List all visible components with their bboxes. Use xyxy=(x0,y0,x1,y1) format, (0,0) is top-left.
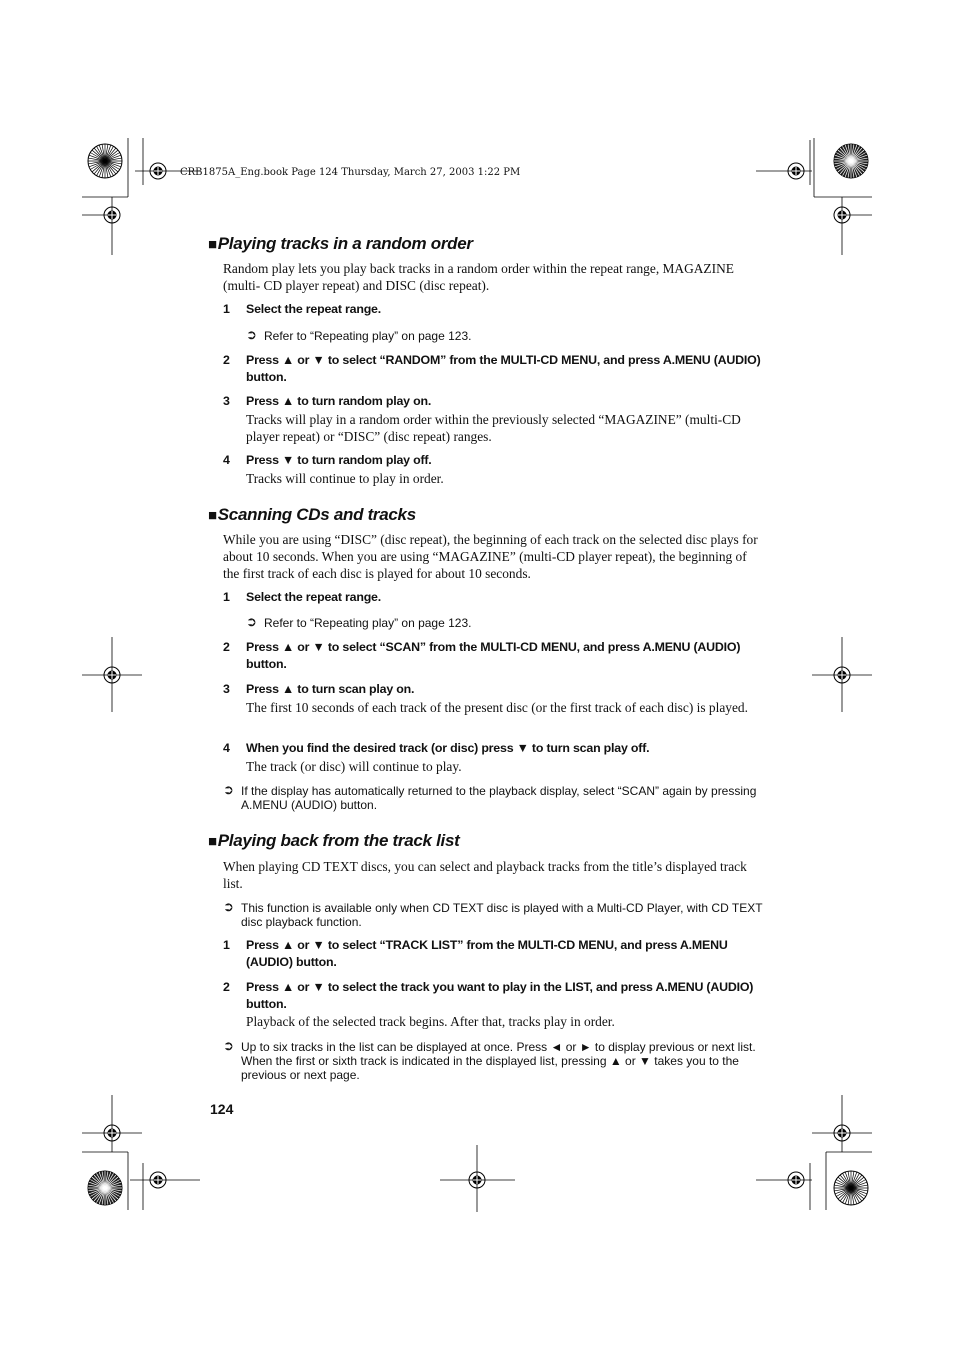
step-number: 1 xyxy=(223,590,230,604)
step-text: Press ▲ or ▼ to select “SCAN” from the MULTI-CD MENU, and press A.MENU (AUDIO) button. xyxy=(246,640,741,671)
note-text: Up to six tracks in the list can be displayed at once. Press ◄ or ► to display previous or next list. When the first or sixth track is indicated in the displayed list, pressing ▲ or ▼ takes you to the previous or next page. xyxy=(241,1040,756,1082)
random-intro: Random play lets you play back tracks in a random order within the repeat range, MAGAZINE (multi- CD player repeat) and DISC (disc repeat). xyxy=(223,261,734,293)
note-arrow-icon: ➲ xyxy=(223,899,234,914)
scan-step-3 xyxy=(223,681,763,698)
step-number: 2 xyxy=(223,980,230,994)
black-square-icon: ■ xyxy=(208,236,217,253)
step-number: 1 xyxy=(223,938,230,952)
file-info-header: CRB1875A_Eng.book Page 124 Thursday, March 27, 2003 1:22 PM xyxy=(180,167,521,178)
ref-text: Refer to “Repeating play” on page 123. xyxy=(264,329,472,343)
tracklist-step-2-body: Playback of the selected track begins. After that, tracks play in order. xyxy=(246,1014,615,1029)
random-ref-1 xyxy=(246,329,471,343)
note-arrow-icon: ➲ xyxy=(246,614,257,629)
scan-ref-1 xyxy=(246,616,471,630)
ref-text: Refer to “Repeating play” on page 123. xyxy=(264,616,472,630)
note-text: If the display has automatically returned to the playback display, select “SCAN” again by pressing A.MENU (AUDIO) button. xyxy=(241,784,757,812)
tracklist-intro: When playing CD TEXT discs, you can select and playback tracks from the title’s displayed track list. xyxy=(223,859,747,891)
step-number: 3 xyxy=(223,682,230,696)
step-text: Press ▲ to turn scan play on. xyxy=(246,682,415,696)
step-text: Select the repeat range. xyxy=(246,302,381,316)
black-square-icon: ■ xyxy=(208,507,217,524)
step-text: Press ▲ or ▼ to select “RANDOM” from the MULTI-CD MENU, and press A.MENU (AUDIO) button. xyxy=(246,353,761,384)
step-number: 2 xyxy=(223,640,230,654)
section-title-text: Playing back from the track list xyxy=(217,831,460,850)
tracklist-step-2 xyxy=(223,979,763,1013)
step-number: 3 xyxy=(223,394,230,408)
scan-intro: While you are using “DISC” (disc repeat), the beginning of each track on the selected disc plays for about 10 seconds. When you are using “MAGAZINE” (multi-CD player repeat), the beginning of the first track of each disc is played for about 10 seconds. xyxy=(223,532,758,581)
step-text: Press ▲ or ▼ to select “TRACK LIST” from the MULTI-CD MENU, and press A.MENU (AUDIO) button. xyxy=(246,938,728,969)
tracklist-note-1 xyxy=(223,901,763,929)
note-arrow-icon: ➲ xyxy=(223,1038,234,1053)
section-title-tracklist xyxy=(208,831,459,851)
scan-step-2 xyxy=(223,639,763,673)
scan-step-4-body: The track (or disc) will continue to play. xyxy=(246,759,462,774)
step-text: Press ▲ or ▼ to select the track you want to play in the LIST, and press A.MENU (AUDIO) button. xyxy=(246,980,754,1011)
page-number: 124 xyxy=(210,1101,234,1117)
section-title-text: Playing tracks in a random order xyxy=(217,234,473,253)
note-arrow-icon: ➲ xyxy=(246,327,257,342)
step-number: 1 xyxy=(223,302,230,316)
random-step-3 xyxy=(223,393,763,410)
tracklist-step-1 xyxy=(223,937,763,971)
random-step-4-body: Tracks will continue to play in order. xyxy=(246,471,444,486)
step-number: 4 xyxy=(223,453,230,467)
random-step-2 xyxy=(223,352,763,386)
step-number: 2 xyxy=(223,353,230,367)
section-title-random xyxy=(208,234,473,254)
random-step-1 xyxy=(223,301,763,318)
random-step-4 xyxy=(223,452,763,469)
random-step-3-body: Tracks will play in a random order within the previously selected “MAGAZINE” (multi-CD player repeat) or “DISC” (disc repeat) ranges. xyxy=(246,412,741,444)
scan-step-3-body: The first 10 seconds of each track of the present disc (or the first track of each disc) is played. xyxy=(246,700,748,715)
section-title-scan xyxy=(208,505,416,525)
note-text: This function is available only when CD TEXT disc is played with a Multi-CD Player, with CD TEXT disc playback function. xyxy=(241,901,763,929)
step-text: Press ▼ to turn random play off. xyxy=(246,453,432,467)
section-title-text: Scanning CDs and tracks xyxy=(217,505,416,524)
scan-step-1 xyxy=(223,589,763,606)
step-text: Press ▲ to turn random play on. xyxy=(246,394,432,408)
step-number: 4 xyxy=(223,741,230,755)
step-text: When you find the desired track (or disc) press ▼ to turn scan play off. xyxy=(246,741,650,755)
tracklist-note-2 xyxy=(223,1040,763,1082)
scan-step-4 xyxy=(223,740,763,757)
note-arrow-icon: ➲ xyxy=(223,782,234,797)
scan-note xyxy=(223,784,763,812)
black-square-icon: ■ xyxy=(208,833,217,850)
step-text: Select the repeat range. xyxy=(246,590,381,604)
